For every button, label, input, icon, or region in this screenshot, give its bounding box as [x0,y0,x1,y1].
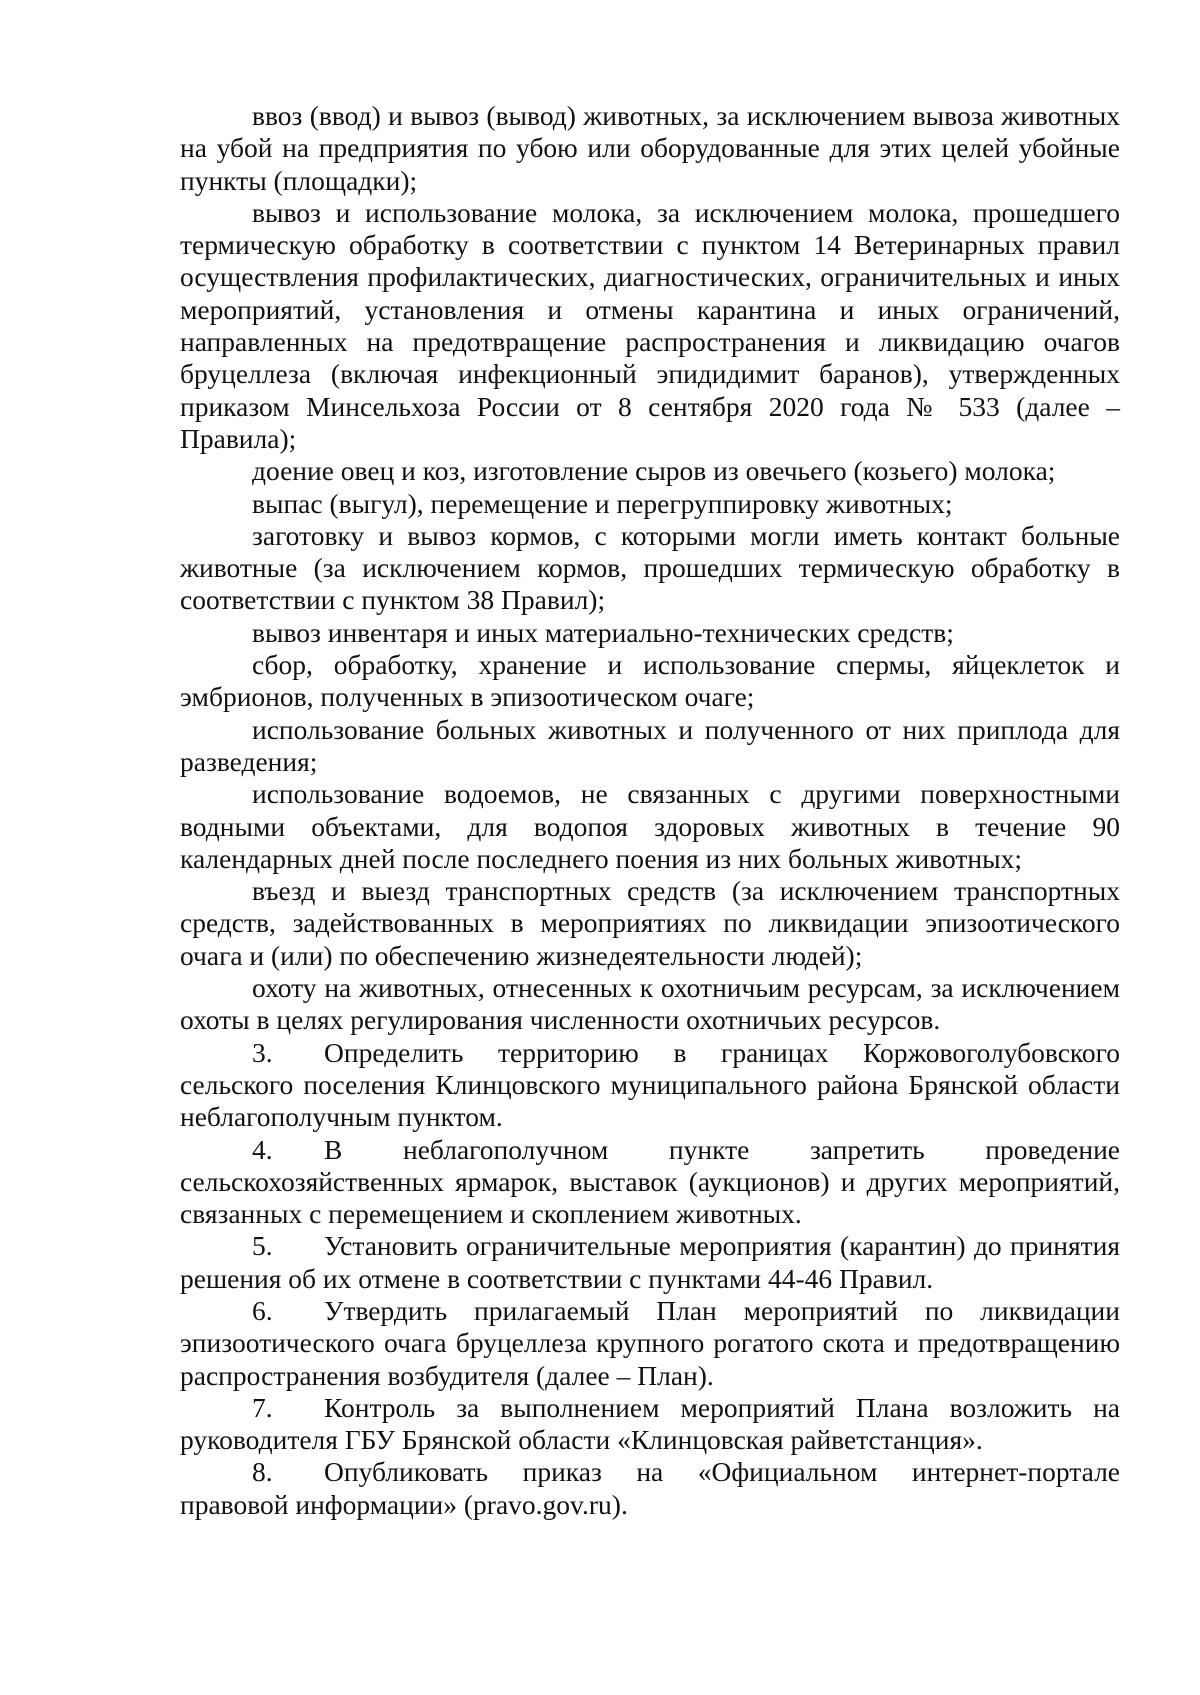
numbered-item-6 [180,1295,1120,1392]
paragraph-11: охоту на животных, отнесенных к охотничьим ресурсам, за исключением охоты в целях регулирования численности охотничьих ресурсов. [180,972,1120,1036]
numbered-item-5 [180,1230,1120,1295]
paragraph-6: вывоз инвентаря и иных материально-технических средств; [252,616,954,648]
paragraph-8: использование больных животных и полученного от них приплода для разведения; [180,713,1120,777]
paragraph-4: выпас (выгул), перемещение и перегруппировку животных; [252,487,953,519]
item-text: Утвердить прилагаемый План мероприятий по ликвидации эпизоотического очага бруцеллеза крупного рогатого скота и предотвращению распространения возбудителя (далее – План). [180,1294,1120,1391]
numbered-item-8 [180,1456,1120,1521]
paragraph-9: использование водоемов, не связанных с другими поверхностными водными объектами, для водопоя здоровых животных в течение 90 календарных дней после последнего поения из них больных животных; [180,778,1120,874]
item-text: Контроль за выполнением мероприятий Плана возложить на руководителя ГБУ Брянской области «Клинцовская райветстанция». [180,1391,1120,1456]
paragraph-5: заготовку и вывоз кормов, с которыми могли иметь контакт больные животные (за исключением кормов, прошедших термическую обработку в соответствии с пунктом 38 Правил); [180,519,1120,616]
numbered-item-4 [180,1134,1120,1231]
item-number: 7. [252,1391,273,1423]
item-number: 3. [252,1036,273,1068]
paragraph-3: доение овец и коз, изготовление сыров из овечьего (козьего) молока; [252,455,1056,487]
item-text: Опубликовать приказ на «Официальном интернет-портале правовой информации» (pravo.gov.ru). [180,1456,1120,1520]
item-number: 5. [252,1230,273,1262]
paragraph-10: въезд и выезд транспортных средств (за исключением транспортных средств, задействованных в мероприятиях по ликвидации эпизоотического очага и (или) по обеспечению жизнедеятельности людей); [180,875,1120,971]
item-number: 6. [252,1294,273,1326]
numbered-item-7 [180,1392,1120,1457]
numbered-item-3 [180,1037,1120,1134]
paragraph-1: ввоз (ввод) и вывоз (вывод) животных, за исключением вывоза животных на убой на предприятия по убою или оборудованные для этих целей убойные пункты (площадки); [180,100,1120,196]
item-text: Установить ограничительные мероприятия (карантин) до принятия решения об их отмене в соответствии с пунктами 44-46 Правил. [180,1230,1120,1294]
paragraph-2: вывоз и использование молока, за исключением молока, прошедшего термическую обработку в соответствии с пунктом 14 Ветеринарных правил осуществления профилактических, диагностических, ограничительных и иных мероприятий, установления и отмены карантина и иных ограничений, направленных на предотвращение распространения и ликвидацию очагов бруцеллеза (включая инфекционный эпидидимит баранов), утвержденных приказом Минсельхоза России от 8 сентября 2020 года № 533 (далее – Правила); [180,196,1120,454]
item-text: В неблагополучном пункте запретить проведение сельскохозяйственных ярмарок, выставок (аукционов) и других мероприятий, связанных с перемещением и скоплением животных. [180,1133,1120,1230]
paragraph-7: сбор, обработку, хранение и использование спермы, яйцеклеток и эмбрионов, полученных в эпизоотическом очаге; [180,649,1120,713]
item-number: 4. [252,1133,273,1165]
document-page [180,100,1120,1521]
item-number: 8. [252,1456,273,1488]
item-text: Определить территорию в границах Коржовоголубовского сельского поселения Клинцовского муниципального района Брянской области неблагополучным пунктом. [180,1036,1120,1133]
